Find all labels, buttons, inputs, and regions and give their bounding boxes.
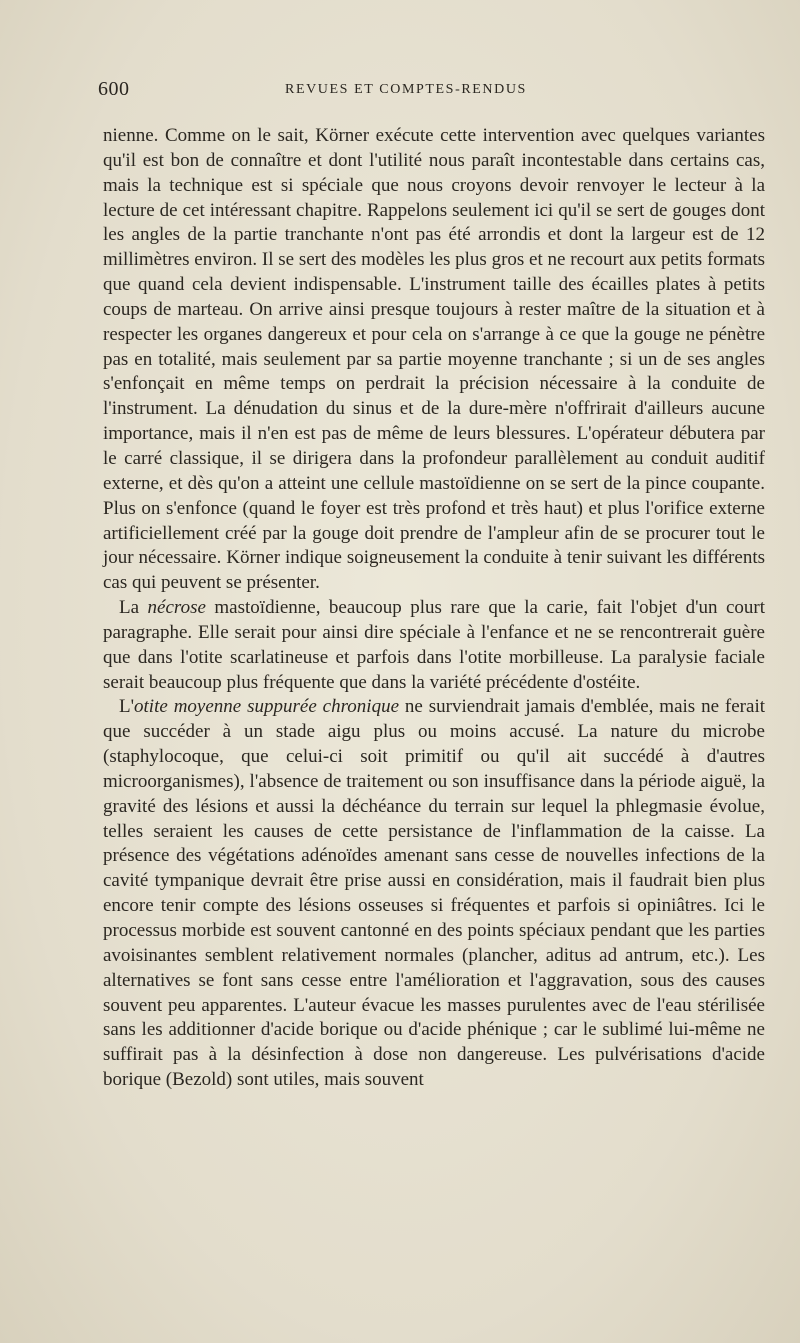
italic-term-necrose: nécrose: [147, 597, 206, 619]
running-header: REVUES ET COMPTES-RENDUS: [285, 82, 527, 97]
paragraph-otite-text: ne surviendrait jamais d'emblée, mais ne ferait que succéder à un stade aigu plus ou moins accusé. La nature du microbe (staphylocoque, que celui-ci soit primitif ou qu'il ait succédé à d'autres microorganismes), l'absence de traitement ou son insuffisance dans la période aiguë, la gravité des lésions et aussi la déchéance du terrain sur lequel la phlegmasie évolue, telles seraient les causes de cette persistance de l'inflammation de la caisse. La présence des végétations adénoïdes amenant sans cesse de nouvelles infections de la cavité tympanique devrait être prise aussi en considération, mais il faudrait bien plus encore tenir compte des lésions osseuses si fréquentes et parfois si opiniâtres. Ici le processus morbide est souvent cantonné en des points spéciaux pendant que les parties avoisinantes semblent relativement normales (plancher, aditus ad antrum, etc.). Les alternatives se font sans cesse entre l'amélioration et l'aggravation, sous des causes souvent peu apparentes. L'auteur évacue les masses purulentes avec de l'eau stérilisée sans les additionner d'acide borique ou d'acide phénique ; car le sublimé lui-même ne suffirait pas à la désinfection à dose non dangereuse. Les pulvérisations d'acide borique (Bezold) sont utiles, mais souvent: [103, 696, 766, 1091]
body-text: [103, 124, 765, 1093]
page-number: 600: [98, 78, 130, 100]
paragraph-otite-chronique: [103, 695, 765, 1093]
italic-term-otite: otite moyenne suppurée chronique: [134, 696, 400, 718]
paragraph-necrose-text: mastoïdienne, beaucoup plus rare que la carie, fait l'objet d'un court paragraphe. Elle serait pour ainsi dire spéciale à l'enfance et ne se rencontrerait guère que dans l'otite scarlatineuse et parfois dans l'otite morbilleuse. La paralysie faciale serait beaucoup plus fréquente que dans la variété précédente d'ostéite.: [103, 597, 766, 693]
paragraph-necrose: [103, 596, 765, 695]
paragraph-koerner-technique: nienne. Comme on le sait, Körner exécute cette intervention avec quelques variantes qu'il est bon de connaître et dont l'utilité nous paraît incontestable dans certains cas, mais la technique est si spéciale que nous croyons devoir renvoyer le lecteur à la lecture de cet intéressant chapitre. Rappelons seulement ici qu'il se sert de gouges dont les angles de la partie tranchante n'ont pas été arrondis et dont la largeur est de 12 millimètres environ. Il se sert des modèles les plus gros et ne recourt aux petits formats que quand cela devient indispensable. L'instrument taille des écailles plates à petits coups de marteau. On arrive ainsi presque toujours à rester maître de la situation et à respecter les organes dangereux et pour cela on s'arrange à ce que la gouge ne pénètre pas en totalité, mais seulement par sa partie moyenne tranchante ; si un de ses angles s'enfonçait en même temps on perdrait la précision nécessaire à la conduite de l'instrument. La dénudation du sinus et de la dure-mère n'offrirait d'ailleurs aucune importance, mais il n'en est pas de même de leurs blessures. L'opérateur débutera par le carré classique, il se dirigera dans la profondeur parallèlement au conduit auditif externe, et dès qu'on a atteint une cellule mastoïdienne on se sert de la pince coupante. Plus on s'enfonce (quand le foyer est très profond et très haut) et plus l'orifice externe artificiellement créé par la gouge doit prendre de l'ampleur afin de se procurer tout le jour nécessaire. Körner indique soigneusement la conduite à tenir suivant les différents cas qui peuvent se présenter.: [103, 125, 765, 594]
paragraph-necrose-lead: La: [119, 597, 148, 619]
paragraph-otite-lead: L': [119, 696, 135, 718]
